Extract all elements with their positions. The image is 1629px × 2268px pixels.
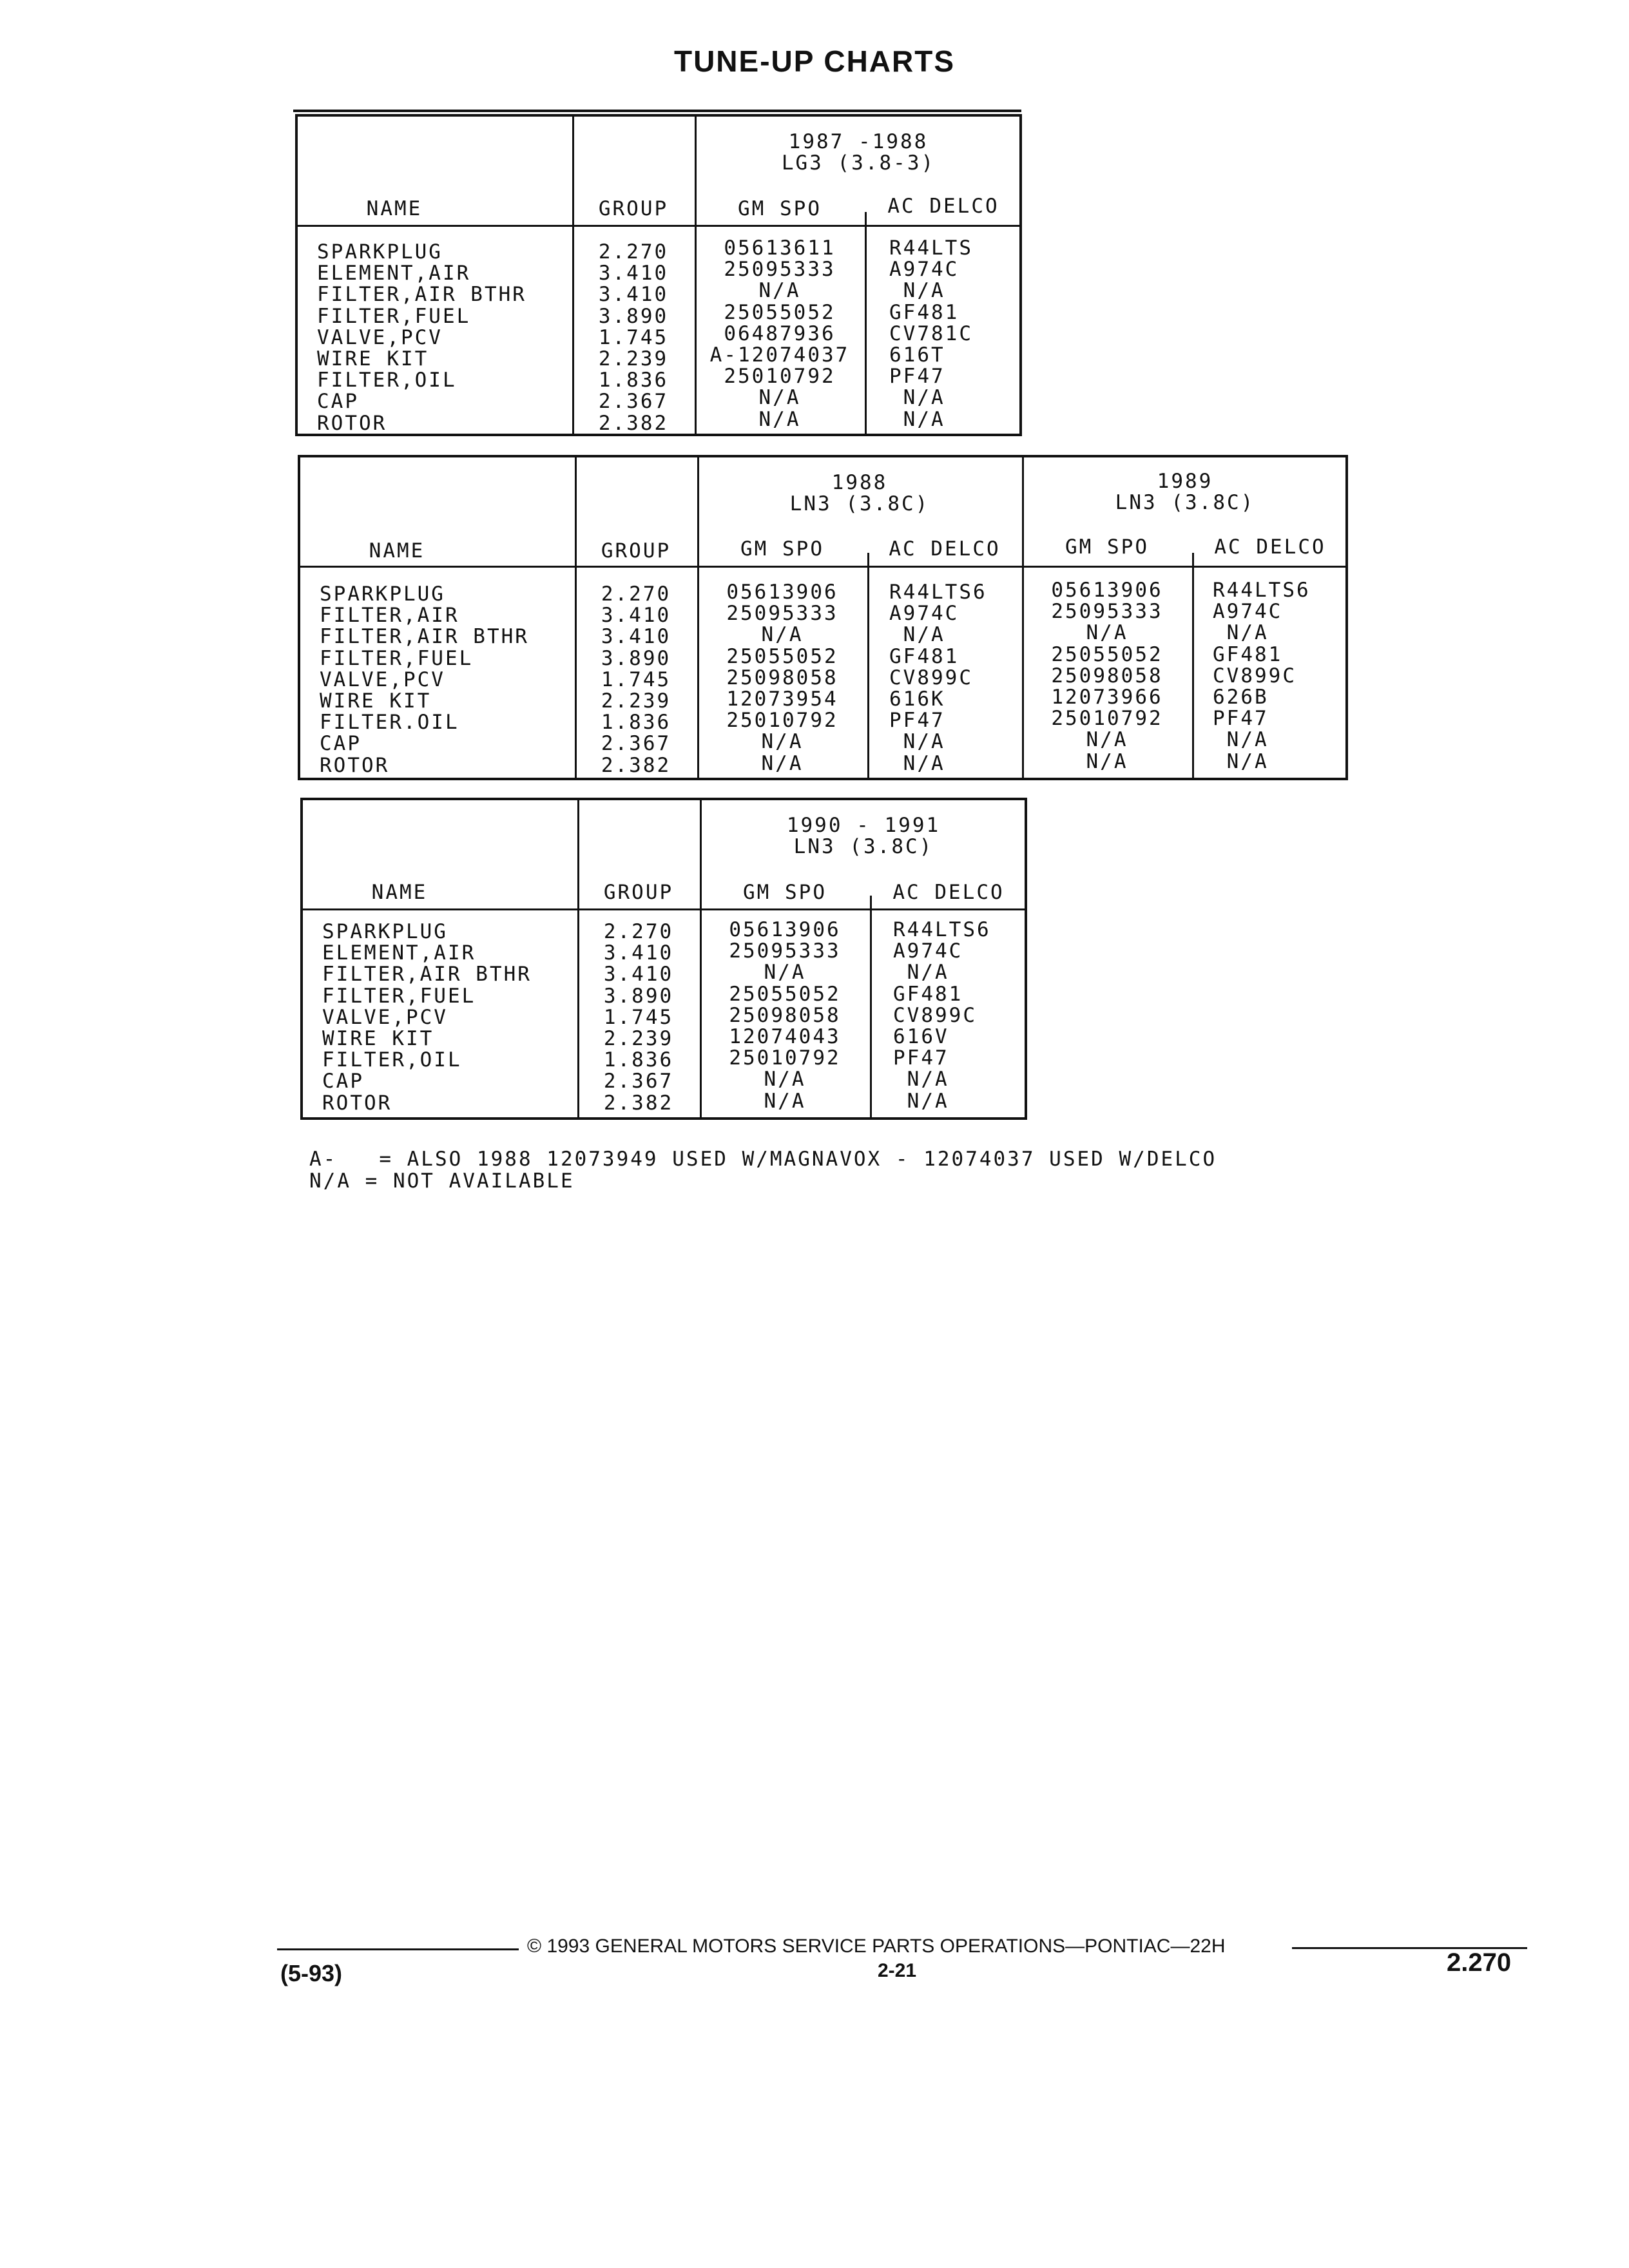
header-rule — [300, 566, 1345, 568]
gm-spo-number-list-1989: 05613906 25095333 N/A 25055052 25098058 12073966 25010792 N/A N/A — [1051, 579, 1163, 773]
engine-heading: LN3 (3.8C) — [793, 835, 934, 858]
part-name-list: SPARKPLUG FILTER,AIR FILTER,AIR BTHR FILTER,FUEL VALVE,PCV WIRE KIT FILTER.OIL CAP ROTOR — [320, 582, 529, 777]
tune-up-chart-1990-1991 — [300, 798, 1027, 1120]
gm-spo-number-list: 05613906 25095333 N/A 25055052 25098058 12074043 25010792 N/A N/A — [729, 918, 841, 1113]
ac-delco-column-header: AC DELCO — [889, 537, 1001, 561]
ac-delco-number-list: R44LTS A974C N/A GF481 CV781C 616T PF47 N/A N/A — [889, 236, 973, 431]
ac-delco-column-header: AC DELCO — [1214, 535, 1326, 559]
group-column-header: GROUP — [598, 197, 669, 220]
gm-spo-number-list-1988: 05613906 25095333 N/A 25055052 25098058 12073954 25010792 N/A N/A — [726, 581, 838, 775]
section-number: 2.270 — [1447, 1948, 1512, 1977]
year-heading: 1987 -1988 — [788, 130, 929, 153]
engine-heading-1989: LN3 (3.8C) — [1115, 491, 1255, 514]
page-title: TUNE-UP CHARTS — [673, 44, 956, 78]
ac-delco-number-list: R44LTS6 A974C N/A GF481 CV899C 616V PF47 N/A N/A — [893, 918, 991, 1113]
group-number-list: 2.270 3.410 3.410 3.890 1.745 2.239 1.836 2.367 2.382 — [601, 582, 671, 777]
ac-delco-number-list-1989: R44LTS6 A974C N/A GF481 CV899C 626B PF47 N/A N/A — [1213, 579, 1311, 773]
chart1-top-rule — [293, 110, 1021, 112]
group-number-list: 2.270 3.410 3.410 3.890 1.745 2.239 1.836 2.367 2.382 — [603, 920, 674, 1115]
year-heading-1988: 1988 — [831, 471, 888, 494]
divider — [870, 896, 872, 1117]
gm-spo-column-header: GM SPO — [1065, 535, 1149, 559]
ac-delco-column-header: AC DELCO — [892, 881, 1005, 904]
tune-up-chart-1987-1988 — [295, 114, 1022, 436]
page-number: 2-21 — [878, 1960, 917, 1981]
gm-spo-column-header: GM SPO — [743, 881, 827, 904]
tune-up-chart-1988-1989 — [298, 455, 1348, 780]
part-name-list: SPARKPLUG ELEMENT,AIR FILTER,AIR BTHR FILTER,FUEL VALVE,PCV WIRE KIT FILTER,OIL CAP ROTOR — [317, 240, 526, 435]
divider — [865, 212, 867, 434]
ac-delco-number-list-1988: R44LTS6 A974C N/A GF481 CV899C 616K PF47 N/A N/A — [889, 581, 987, 775]
name-column-header: NAME — [369, 539, 425, 562]
gm-spo-column-header: GM SPO — [738, 197, 822, 220]
header-rule — [303, 908, 1025, 910]
ac-delco-column-header: AC DELCO — [887, 195, 999, 218]
engine-heading-1988: LN3 (3.8C) — [789, 492, 930, 515]
engine-heading: LG3 (3.8-3) — [781, 151, 936, 175]
revision-date: (5-93) — [280, 1960, 343, 1986]
divider — [1192, 553, 1194, 778]
group-column-header: GROUP — [603, 881, 674, 904]
divider — [867, 553, 869, 778]
year-heading-1989: 1989 — [1157, 470, 1213, 493]
footer-rule-left — [277, 1948, 519, 1950]
name-column-header: NAME — [366, 197, 423, 220]
gm-spo-number-list: 05613611 25095333 N/A 25055052 06487936 A-12074037 25010792 N/A N/A — [709, 236, 850, 431]
header-rule — [298, 225, 1019, 227]
footnote-na: N/A = NOT AVAILABLE — [309, 1169, 575, 1193]
footnotes — [309, 1148, 1217, 1192]
group-column-header: GROUP — [601, 539, 671, 562]
name-column-header: NAME — [371, 881, 428, 904]
gm-spo-column-header: GM SPO — [740, 537, 824, 561]
group-number-list: 2.270 3.410 3.410 3.890 1.745 2.239 1.836 2.367 2.382 — [598, 240, 669, 435]
year-heading: 1990 - 1991 — [786, 814, 941, 837]
part-name-list: SPARKPLUG ELEMENT,AIR FILTER,AIR BTHR FILTER,FUEL VALVE,PCV WIRE KIT FILTER,OIL CAP ROTOR — [322, 920, 532, 1115]
copyright-notice: © 1993 GENERAL MOTORS SERVICE PARTS OPERATIONS—PONTIAC—22H — [527, 1936, 1226, 1957]
footnote-a: A- = ALSO 1988 12073949 USED W/MAGNAVOX - 12074037 USED W/DELCO — [309, 1148, 1217, 1171]
